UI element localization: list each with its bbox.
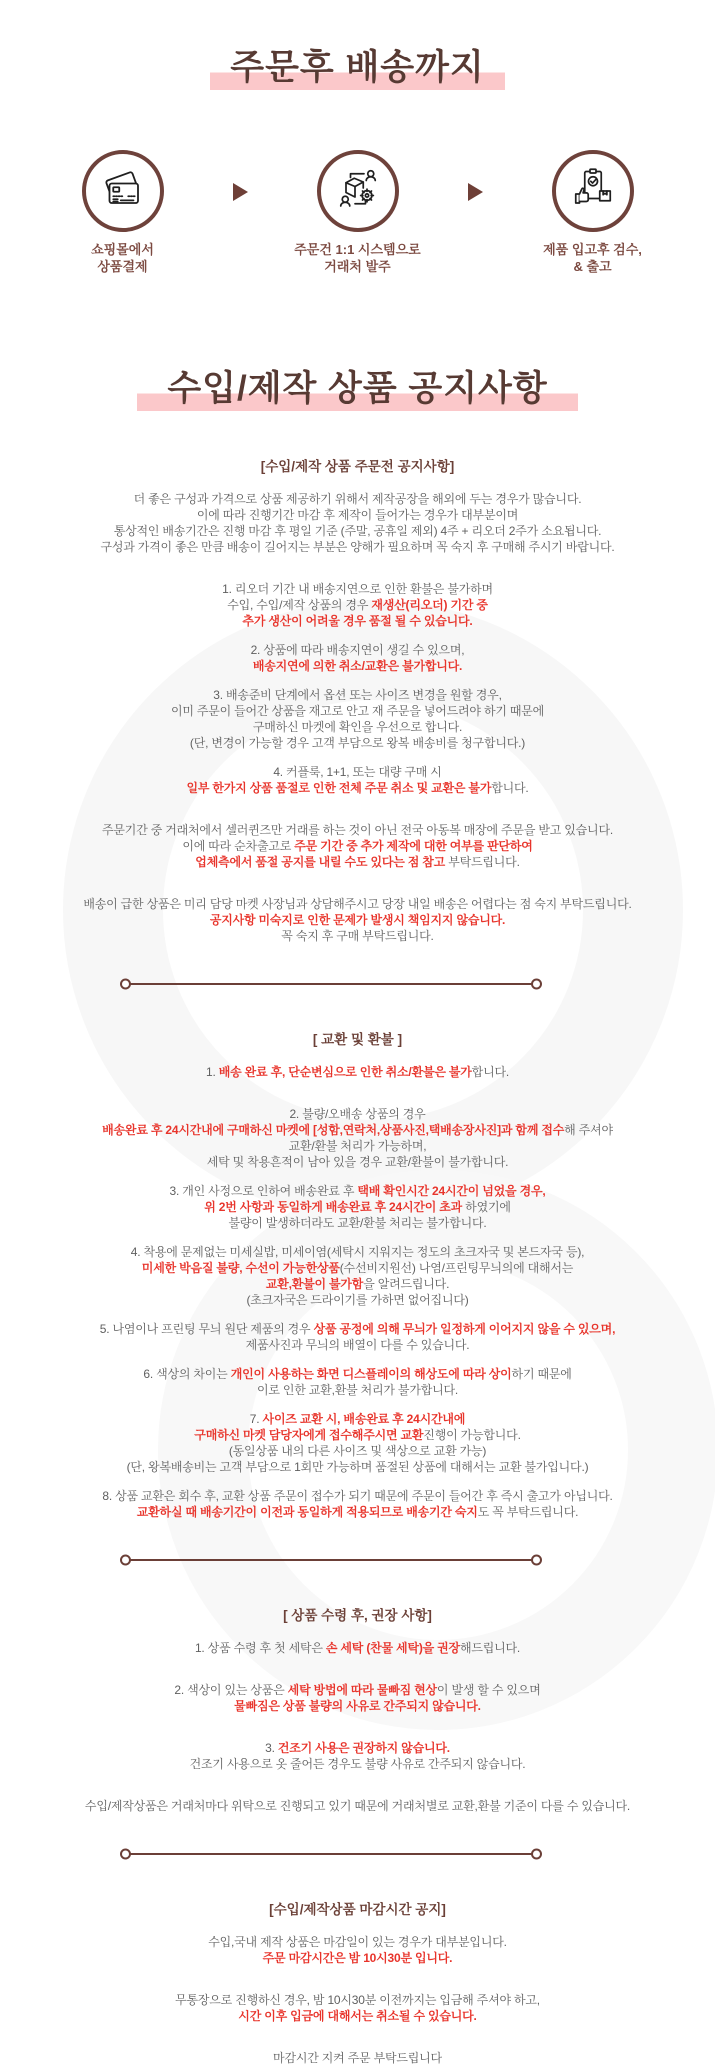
- body-text: 1. 리오더 기간 내 배송지연으로 인한 환불은 불가하며: [222, 582, 493, 596]
- arrow-right-icon: [233, 183, 248, 201]
- warning-text: 배송완료 후 24시간내에 구매하신 마켓에 [성함,연락처,상품사진,택배송장사진]과 함께 접수: [102, 1123, 564, 1137]
- text-line: [8, 642, 708, 658]
- notice-paragraph: [8, 822, 708, 870]
- notice-paragraph: [8, 1366, 708, 1398]
- step-label-line: 상품결제: [39, 258, 207, 275]
- step-label-line: 쇼핑몰에서: [39, 241, 207, 258]
- body-text: 마감시간 지켜 주문 부탁드립니다: [273, 2051, 442, 2065]
- notice-paragraph: [8, 1488, 708, 1520]
- process-step-order-system: [274, 150, 442, 275]
- text-line: [8, 1260, 708, 1276]
- notice-paragraph: [8, 1106, 708, 1170]
- text-line: [8, 1756, 708, 1772]
- body-text: (초크자국은 드라이기를 가하면 없어집니다): [246, 1293, 468, 1307]
- text-line: [8, 780, 708, 796]
- text-line: [8, 658, 708, 674]
- body-text: 수입/제작상품은 거래처마다 위탁으로 진행되고 있기 때문에 거래처별로 교환,환불 기준이 다를 수 있습니다.: [85, 1799, 630, 1813]
- body-text: 4. 착용에 문제없는 미세실밥, 미세이염(세탁시 지워지는 정도의 초크자국 및 본드자국 등),: [131, 1245, 585, 1259]
- page-title-delivery: [8, 46, 708, 90]
- step-circle: [552, 150, 634, 232]
- text-line: [8, 854, 708, 870]
- text-line: [8, 1244, 708, 1260]
- body-text: 구매하신 마켓에 확인을 우선으로 합니다.: [253, 720, 462, 734]
- body-text: 3.: [265, 1741, 278, 1755]
- order-system-icon: [334, 164, 382, 217]
- text-line: [8, 1064, 708, 1080]
- body-text: 건조기 사용으로 옷 줄어든 경우도 불량 사유로 간주되지 않습니다.: [190, 1757, 526, 1771]
- notice-paragraph: [8, 1244, 708, 1308]
- body-text: 3. 배송준비 단계에서 옵션 또는 사이즈 변경을 원할 경우,: [213, 688, 501, 702]
- warning-text: 위 2번 사항과 동일하게 배송완료 후 24시간이 초과: [204, 1200, 462, 1214]
- warning-text: 미세한 박음질 불량, 수선이 가능한상품: [142, 1261, 340, 1275]
- divider-ring-icon: [120, 1848, 131, 1859]
- title-highlight: 주문후 배송까지: [210, 46, 504, 90]
- body-text: 해 주셔야: [564, 1123, 613, 1137]
- text-line: [8, 764, 708, 780]
- body-text: 6. 색상의 차이는: [143, 1367, 230, 1381]
- body-text: 2. 불량/오배송 상품의 경우: [289, 1107, 425, 1121]
- text-line: [8, 1366, 708, 1382]
- warning-text: 사이즈 교환 시, 배송완료 후 24시간내에: [263, 1412, 466, 1426]
- body-text: 수입, 수입/제작 상품의 경우: [227, 598, 371, 612]
- section-header: [ 상품 수령 후, 권장 사항]: [8, 1604, 708, 1624]
- text-line: [8, 912, 708, 928]
- step-label-line: & 출고: [509, 258, 677, 275]
- text-line: [8, 822, 708, 838]
- body-text: 교환/환불 처리가 가능하며,: [289, 1139, 427, 1153]
- body-text: 이로 인한 교환,환불 처리가 불가합니다.: [257, 1383, 458, 1397]
- text-line: [8, 1698, 708, 1714]
- text-line: [8, 719, 708, 735]
- body-text: 3. 개인 사정으로 인하여 배송완료 후: [169, 1184, 357, 1198]
- text-line: [8, 613, 708, 629]
- warning-text: 구매하신 마켓 담당자에게 접수해주시면 교환: [194, 1428, 423, 1442]
- text-line: [8, 1934, 708, 1950]
- body-text: 합니다.: [472, 1065, 509, 1079]
- body-text: 이 발생 할 수 있으며: [437, 1683, 541, 1697]
- text-line: [8, 735, 708, 751]
- warning-text: 건조기 사용은 권장하지 않습니다.: [278, 1741, 450, 1755]
- text-line: [8, 1199, 708, 1215]
- body-text: 1.: [206, 1065, 219, 1079]
- step-circle: [82, 150, 164, 232]
- body-text: 제품사진과 무늬의 배열이 다를 수 있습니다.: [246, 1338, 470, 1352]
- warning-text: 주문 기간 중 추가 제작에 대한 여부를 판단하여: [294, 839, 532, 853]
- warning-text: 물빠짐은 상품 불량의 사유로 간주되지 않습니다.: [234, 1699, 481, 1713]
- text-line: [8, 2008, 708, 2024]
- step-label-line: 주문건 1:1 시스템으로: [274, 241, 442, 258]
- divider-ring-icon: [531, 978, 542, 989]
- notice-paragraph: [8, 581, 708, 629]
- body-text: 2. 상품에 따라 배송지연이 생길 수 있으며,: [251, 643, 465, 657]
- text-line: [8, 1215, 708, 1231]
- warning-text: 공지사항 미숙지로 인한 문제가 발생시 책임지지 않습니다.: [210, 913, 505, 927]
- body-text: 하였기에: [462, 1200, 511, 1214]
- warning-text: 일부 한가지 상품 품절로 인한 전체 주문 취소 및 교환은 불가: [186, 781, 491, 795]
- inspection-shipping-icon: [569, 164, 617, 217]
- warning-text: 주문 마감시간은 밤 10시30분 입니다.: [263, 1951, 453, 1965]
- body-text: 도 꼭 부탁드립니다.: [478, 1505, 579, 1519]
- text-line: [8, 1106, 708, 1122]
- text-line: [8, 1950, 708, 1966]
- warning-text: 재생산(리오더) 기간 중: [371, 598, 487, 612]
- process-steps: [8, 150, 708, 275]
- text-line: [8, 1382, 708, 1398]
- notice-paragraph: [8, 1992, 708, 2024]
- notice-paragraph: [8, 687, 708, 751]
- body-text: (수선비지원선) 나염/프린팅무늬의에 대해서는: [340, 1261, 573, 1275]
- step-label-line: 제품 입고후 검수,: [509, 241, 677, 258]
- body-text: 더 좋은 구성과 가격으로 상품 제공하기 위해서 제작공장을 해외에 두는 경우가 많습니다.: [134, 492, 582, 506]
- text-line: [8, 581, 708, 597]
- body-text: 배송이 급한 상품은 미리 담당 마켓 사장님과 상담해주시고 당장 내일 배송은 어렵다는 점 숙지 부탁드립니다.: [83, 897, 631, 911]
- body-text: 수입,국내 제작 상품은 마감일이 있는 경우가 대부분입니다.: [208, 1935, 506, 1949]
- body-text: 합니다.: [491, 781, 528, 795]
- notice-paragraph: [8, 1682, 708, 1714]
- notice-paragraph: [8, 642, 708, 674]
- notice-paragraph: [8, 1321, 708, 1353]
- section-divider: [122, 978, 540, 990]
- warning-text: 배송 완료 후, 단순변심으로 인한 취소/환불은 불가: [219, 1065, 472, 1079]
- notice-content: [8, 0, 708, 2066]
- process-step-inspection: [509, 150, 677, 275]
- notice-paragraph: [8, 491, 708, 555]
- notice-paragraph: [8, 1740, 708, 1772]
- text-line: [8, 1427, 708, 1443]
- text-line: [8, 1337, 708, 1353]
- text-line: [8, 523, 708, 539]
- warning-text: 개인이 사용하는 화면 디스플레이의 해상도에 따라 상이: [231, 1367, 512, 1381]
- text-line: [8, 507, 708, 523]
- text-line: [8, 1992, 708, 2008]
- warning-text: 추가 생산이 어려울 경우 품절 될 수 있습니다.: [242, 614, 472, 628]
- divider-line: [127, 1853, 535, 1855]
- warning-text: 세탁 방법에 따라 물빠짐 현상: [288, 1683, 437, 1697]
- step-label: [39, 241, 207, 275]
- divider-ring-icon: [120, 1554, 131, 1565]
- body-text: 꼭 숙지 후 구매 부탁드립니다.: [281, 929, 433, 943]
- divider-line: [127, 1559, 535, 1561]
- body-text: (단, 왕복배송비는 고객 부담으로 1회만 가능하며 품절된 상품에 대해서는 교환 불가입니다.): [127, 1460, 589, 1474]
- text-line: [8, 1488, 708, 1504]
- body-text: 을 알려드립니다.: [363, 1277, 449, 1291]
- body-text: 통상적인 배송기간은 진행 마감 후 평일 기준 (주말, 공휴일 제외) 4주 + 리오더 2주가 소요됩니다.: [114, 524, 602, 538]
- notice-paragraph: [8, 1798, 708, 1814]
- warning-text: 택배 확인시간 24시간이 넘었을 경우,: [357, 1184, 545, 1198]
- body-text: 1. 상품 수령 후 첫 세탁은: [195, 1641, 326, 1655]
- text-line: [8, 1798, 708, 1814]
- body-text: 무통장으로 진행하신 경우, 밤 10시30분 이전까지는 입금해 주셔야 하고,: [175, 1993, 540, 2007]
- text-line: [8, 1138, 708, 1154]
- divider-ring-icon: [531, 1848, 542, 1859]
- text-line: [8, 1443, 708, 1459]
- body-text: 부탁드립니다.: [445, 855, 520, 869]
- divider-ring-icon: [120, 978, 131, 989]
- text-line: [8, 597, 708, 613]
- notice-paragraph: [8, 896, 708, 944]
- warning-text: 시간 이후 입금에 대해서는 취소될 수 있습니다.: [238, 2009, 476, 2023]
- warning-text: 상품 공정에 의해 무늬가 일정하게 이어지지 않을 수 있으며,: [314, 1322, 616, 1336]
- text-line: [8, 1292, 708, 1308]
- divider-ring-icon: [531, 1554, 542, 1565]
- body-text: 이에 따라 진행기간 마감 후 제작이 들어가는 경우가 대부분이며: [197, 508, 518, 522]
- text-line: [8, 1504, 708, 1520]
- warning-text: 업체측에서 품절 공지를 내릴 수도 있다는 점 참고: [195, 855, 445, 869]
- title-highlight: 수입/제작 상품 공지사항: [137, 367, 577, 411]
- body-text: 이미 주문이 들어간 상품을 재고로 안고 재 주문을 넣어드려야 하기 때문에: [171, 704, 544, 718]
- body-text: 이에 따라 순차출고로: [182, 839, 294, 853]
- step-label: [509, 241, 677, 275]
- text-line: [8, 703, 708, 719]
- text-line: [8, 2050, 708, 2066]
- notice-paragraph: [8, 1934, 708, 1966]
- text-line: [8, 1740, 708, 1756]
- text-line: [8, 491, 708, 507]
- text-line: [8, 1276, 708, 1292]
- body-text: 구성과 가격이 좋은 만큼 배송이 길어지는 부분은 양해가 필요하며 꼭 숙지 후 구매해 주시기 바랍니다.: [100, 540, 614, 554]
- notice-paragraph: [8, 1640, 708, 1656]
- text-line: [8, 1122, 708, 1138]
- text-line: [8, 1640, 708, 1656]
- body-text: (동일상품 내의 다른 사이즈 및 색상으로 교환 가능): [229, 1444, 486, 1458]
- notice-page: [8, 0, 708, 2030]
- text-line: [8, 1321, 708, 1337]
- body-text: (단, 변경이 가능할 경우 고객 부담으로 왕복 배송비를 청구합니다.): [190, 736, 525, 750]
- notice-paragraph: [8, 1411, 708, 1475]
- body-text: 주문기간 중 거래처에서 셀러퀸즈만 거래를 하는 것이 아닌 전국 아동복 매장에 주문을 받고 있습니다.: [102, 823, 613, 837]
- notice-paragraph: [8, 1064, 708, 1080]
- notice-body: [8, 455, 708, 2066]
- text-line: [8, 1183, 708, 1199]
- text-line: [8, 1682, 708, 1698]
- body-text: 해드립니다.: [460, 1641, 520, 1655]
- notice-paragraph: [8, 1183, 708, 1231]
- step-circle: [317, 150, 399, 232]
- body-text: 세탁 및 착용흔적이 남아 있을 경우 교환/환불이 불가합니다.: [207, 1155, 509, 1169]
- body-text: 4. 커플룩, 1+1, 또는 대량 구매 시: [273, 765, 441, 779]
- notice-paragraph: [8, 764, 708, 796]
- text-line: [8, 1411, 708, 1427]
- arrow-right-icon: [468, 183, 483, 201]
- text-line: [8, 896, 708, 912]
- warning-text: 손 세탁 (찬물 세탁)을 권장: [326, 1641, 460, 1655]
- section-header: [ 교환 및 환불 ]: [8, 1028, 708, 1048]
- step-label-line: 거래처 발주: [274, 258, 442, 275]
- process-step-payment: [39, 150, 207, 275]
- section-header: [수입/제작상품 마감시간 공지]: [8, 1898, 708, 1918]
- warning-text: 교환하실 때 배송기간이 이전과 동일하게 적용되므로 배송기간 숙지: [137, 1505, 478, 1519]
- text-line: [8, 838, 708, 854]
- body-text: 하기 때문에: [512, 1367, 572, 1381]
- text-line: [8, 539, 708, 555]
- notice-paragraph: [8, 2050, 708, 2066]
- body-text: 불량이 발생하더라도 교환/환불 처리는 불가합니다.: [228, 1216, 486, 1230]
- page-title-notice: [8, 367, 708, 411]
- body-text: 5. 나염이나 프린팅 무늬 원단 제품의 경우: [100, 1322, 314, 1336]
- divider-line: [127, 983, 535, 985]
- body-text: 7.: [250, 1412, 263, 1426]
- body-text: 8. 상품 교환은 회수 후, 교환 상품 주문이 접수가 되기 때문에 주문이 들어간 후 즉시 출고가 아닙니다.: [102, 1489, 612, 1503]
- section-header: [수입/제작 상품 주문전 공지사항]: [8, 455, 708, 475]
- text-line: [8, 928, 708, 944]
- body-text: 2. 색상이 있는 상품은: [174, 1683, 287, 1697]
- text-line: [8, 1459, 708, 1475]
- warning-text: 배송지연에 의한 취소/교환은 불가합니다.: [253, 659, 462, 673]
- credit-card-icon: [99, 164, 147, 217]
- section-divider: [122, 1554, 540, 1566]
- section-divider: [122, 1848, 540, 1860]
- text-line: [8, 1154, 708, 1170]
- warning-text: 교환,환불이 불가함: [266, 1277, 363, 1291]
- text-line: [8, 687, 708, 703]
- body-text: 진행이 가능합니다.: [423, 1428, 520, 1442]
- step-label: [274, 241, 442, 275]
